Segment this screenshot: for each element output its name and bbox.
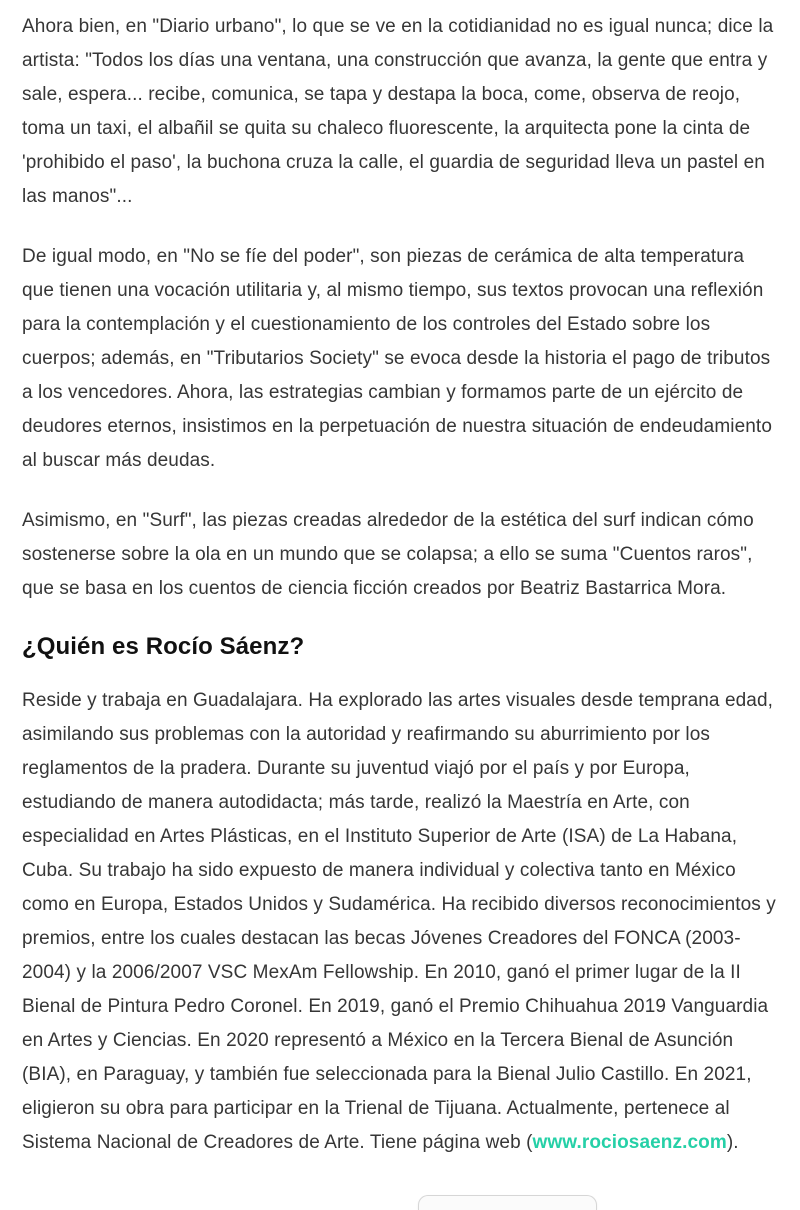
paragraph-bio [22, 684, 778, 1160]
bio-text-after-link: ). [726, 1132, 739, 1153]
paragraph-no-se-fie-del-poder: De igual modo, en "No se fíe del poder", son piezas de cerámica de alta temperatura que tienen una vocación utilitaria y, al mismo tiempo, sus textos provocan una reflexión para la contemplación y el cuestionamiento de los controles del Estado sobre los cuerpos; además, en "Tributarios Society" se evoca desde la historia el pago de tributos a los vencedores. Ahora, las estrategias cambian y formamos parte de un ejército de deudores eternos, insistimos en la perpetuación de nuestra situación de endeudamiento al buscar más deudas. [22, 246, 772, 471]
website-link[interactable]: www.rociosaenz.com [532, 1132, 727, 1153]
bio-text-before-link: Reside y trabaja en Guadalajara. Ha explorado las artes visuales desde temprana edad, asimilando sus problemas con la autoridad y reafirmando su aburrimiento por los reglamentos de la pradera. Durante su juventud viajó por el país y por Europa, estudiando de manera autodidacta; más tarde, realizó la Maestría en Arte, con especialidad en Artes Plásticas, en el Instituto Superior de Arte (ISA) de La Habana, Cuba. Su trabajo ha sido expuesto de manera individual y colectiva tanto en México como en Europa, Estados Unidos y Sudamérica. Ha recibido diversos reconocimientos y premios, entre los cuales destacan las becas Jóvenes Creadores del FONCA (2003-2004) y la 2006/2007 VSC MexAm Fellowship. En 2010, ganó el primer lugar de la II Bienal de Pintura Pedro Coronel. En 2019, ganó el Premio Chihuahua 2019 Vanguardia en Artes y Ciencias. En 2020 representó a México en la Tercera Bienal de Asunción (BIA), en Paraguay, y también fue seleccionada para la Bienal Julio Castillo. En 2021, eligieron su obra para participar en la Trienal de Tijuana. Actualmente, pertenece al Sistema Nacional de Creadores de Arte. Tiene página web ( [22, 690, 776, 1153]
section-heading: ¿Quién es Rocío Sáenz? [22, 633, 305, 660]
paragraph-diario-urbano: Ahora bien, en "Diario urbano", lo que se ve en la cotidianidad no es igual nunca; dice la artista: "Todos los días una ventana, una construcción que avanza, la gente que entra y sale, espera... recibe, comunica, se tapa y destapa la boca, come, observa de reojo, toma un taxi, el albañil se quita su chaleco fluorescente, la arquitecta pone la cinta de 'prohibido el paso', la buchona cruza la calle, el guardia de seguridad lleva un pastel en las manos"... [22, 16, 774, 207]
paragraph-surf-cuentos-raros: Asimismo, en "Surf", las piezas creadas alrededor de la estética del surf indican cómo sostenerse sobre la ola en un mundo que se colapsa; a ello se suma "Cuentos raros", que se basa en los cuentos de ciencia ficción creados por Beatriz Bastarrica Mora. [22, 510, 754, 599]
partial-button-cut-off[interactable] [418, 1195, 597, 1210]
